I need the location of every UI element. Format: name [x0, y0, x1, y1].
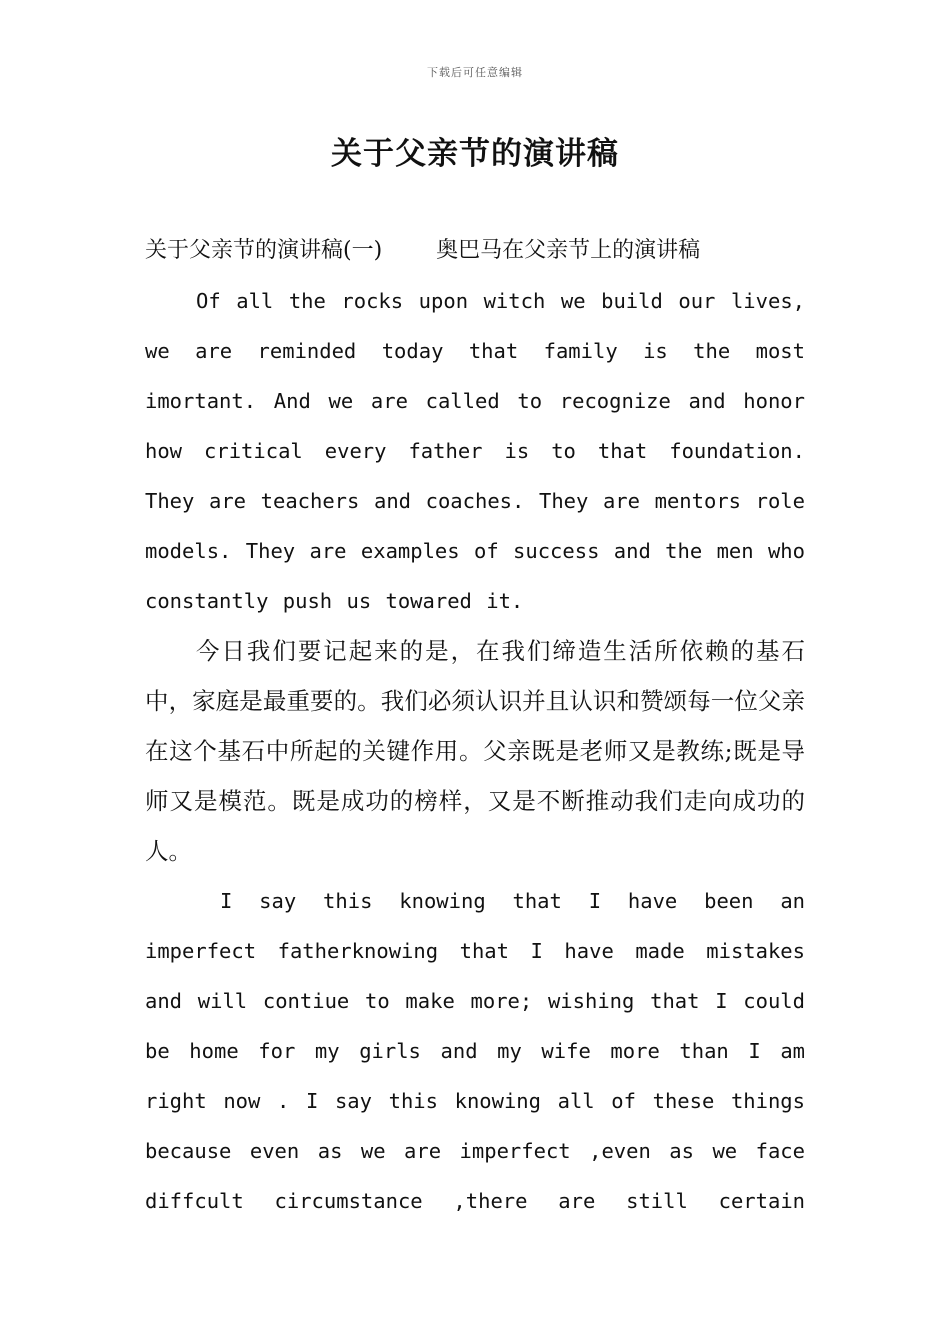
subtitle-right: 奥巴马在父亲节上的演讲稿: [436, 238, 701, 263]
paragraph-chinese-1: 今日我们要记起来的是，在我们缔造生活所依赖的基石中，家庭是最重要的。我们必须认识并且认识和赞颂每一位父亲在这个基石中所起的关键作用。父亲既是老师又是教练;既是导师又是模范。既是成功的榜样，又是不断推动我们走向成功的人。: [145, 637, 805, 865]
document-body: [145, 226, 805, 1226]
paragraph-english-1: Of all the rocks upon witch we build our lives, we are reminded today that family is the most imortant. And we are called to recognize and honor how critical every father is to that foundation. They are teachers and coaches. They are mentors role models. They are examples of success and the men who constantly push us towared it.: [145, 289, 805, 613]
subtitle-left: 关于父亲节的演讲稿(一): [145, 238, 383, 263]
subtitle-line: [145, 226, 805, 276]
document-title: 关于父亲节的演讲稿: [331, 136, 619, 172]
paragraph-english-2: I say this knowing that I have been an imperfect fatherknowing that I have made mistakes and will contiue to make more; wishing that I could be home for my girls and my wife more than I am right now . I say this knowing all of these things because even as we are imperfect ,even as we face diffcult circumstance ,there are still certain: [145, 889, 805, 1213]
header-note: 下载后可任意编辑: [427, 66, 523, 79]
